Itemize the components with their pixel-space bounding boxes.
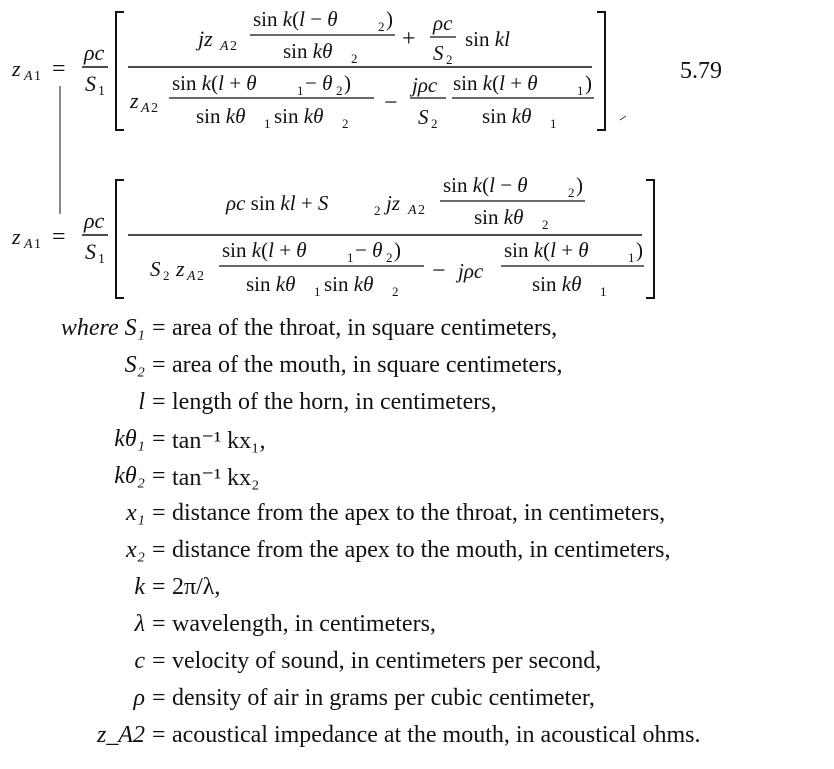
svg-text:1: 1 [98,84,105,99]
definition-text: tan⁻¹ kx₁, [172,428,266,454]
svg-text:S: S [150,257,161,281]
svg-text:z: z [12,224,21,249]
svg-text:ρc: ρc [84,40,105,65]
definition-symbol: x₁ [126,500,145,526]
definition-row [0,648,834,682]
equals-sign: = [152,315,166,341]
definition-text: length of the horn, in centimeters, [172,389,497,415]
svg-text:sin kθ: sin kθ [274,104,324,128]
svg-text:sin k(l + θ: sin k(l + θ [222,238,307,262]
definition-symbol: where S₁ [60,315,145,341]
svg-text:sin k(l + θ: sin k(l + θ [172,71,257,95]
definition-row [0,574,834,608]
svg-text:2: 2 [542,217,549,232]
svg-text:ρc: ρc [433,11,453,35]
svg-text:S: S [433,41,444,65]
definition-symbol: c [134,648,145,674]
svg-text:jρc: jρc [412,73,438,97]
svg-text:1: 1 [297,83,304,98]
svg-text:1: 1 [347,250,354,265]
equals-sign: = [152,722,166,748]
svg-text:+: + [402,26,416,52]
equals-sign: = [152,500,166,526]
definition-row [0,500,834,534]
svg-text:ρc sin kl + S: ρc sin kl + S [226,191,329,215]
svg-text:sin k(l − θ: sin k(l − θ [253,7,338,31]
svg-text:S: S [418,105,429,129]
svg-text:2: 2 [151,101,158,116]
svg-text:2: 2 [446,52,453,67]
svg-text:sin kθ: sin kθ [246,272,296,296]
svg-text:− θ: − θ [305,71,333,95]
equals-sign: = [152,685,166,711]
svg-text:jz: jz [198,26,213,51]
svg-text:1: 1 [600,284,607,299]
svg-text:A: A [24,69,33,84]
svg-text:2: 2 [336,83,343,98]
equation-5-79-second-form [0,170,834,310]
svg-text:2: 2 [351,51,358,66]
svg-text:2: 2 [342,116,349,131]
definition-symbol: k [134,574,145,600]
equals-sign: = [152,389,166,415]
definition-row [0,352,834,386]
svg-text:1: 1 [577,83,584,98]
svg-text:2: 2 [568,185,575,200]
svg-text:sin kθ: sin kθ [324,272,374,296]
definition-symbol: z_A2 [97,722,145,748]
svg-text:sin kθ: sin kθ [283,39,333,63]
definition-symbol: S₂ [124,352,145,378]
equals-sign: = [152,611,166,637]
svg-text:sin kθ: sin kθ [474,205,524,229]
svg-text:sin k(l − θ: sin k(l − θ [443,173,528,197]
svg-text:2: 2 [418,203,425,218]
svg-text:): ) [344,71,351,95]
equals-sign: = [152,574,166,600]
svg-text:2: 2 [230,39,237,54]
svg-text:=: = [52,224,66,250]
svg-text:−: − [384,90,398,116]
definition-text: density of air in grams per cubic centimeter, [172,685,595,711]
svg-text:2: 2 [163,268,170,283]
svg-text:sin kl: sin kl [465,27,510,51]
equation-5-79-first-form [0,0,834,140]
svg-text:S: S [85,239,96,264]
svg-text:2: 2 [197,269,204,284]
equals-sign: = [152,537,166,563]
definition-text: distance from the apex to the mouth, in centimeters, [172,537,671,563]
equals-sign: = [152,352,166,378]
svg-text:z: z [176,256,185,281]
definition-text: tan⁻¹ kx₂ [172,465,260,491]
svg-text:jz: jz [386,191,401,215]
definition-symbol: kθ₁ [114,426,145,452]
svg-text:): ) [585,71,592,95]
svg-text:): ) [386,7,393,31]
definition-row [0,685,834,719]
definition-symbol: λ [134,611,145,637]
svg-text:ρc: ρc [84,208,105,233]
svg-text:2: 2 [378,19,385,34]
svg-text:sin kθ: sin kθ [482,104,532,128]
svg-text:=: = [52,56,66,82]
svg-text:A: A [24,237,33,252]
definition-text: wavelength, in centimeters, [172,611,436,637]
definition-text: distance from the apex to the throat, in centimeters, [172,500,666,526]
definition-row [0,426,834,460]
definition-row [0,463,834,497]
definition-row [0,537,834,571]
definition-text: acoustical impedance at the mouth, in acoustical ohms. [172,722,701,748]
definition-text: area of the throat, in square centimeters, [172,315,558,341]
definition-row [0,722,834,756]
svg-text:sin kθ: sin kθ [196,104,246,128]
svg-text:): ) [636,238,643,262]
svg-text:− θ: − θ [355,238,383,262]
svg-text:1: 1 [34,69,41,84]
svg-text:): ) [394,238,401,262]
definition-symbol: l [138,389,145,415]
svg-text:2: 2 [431,116,438,131]
definition-text: velocity of sound, in centimeters per second, [172,648,602,674]
svg-text:jρc: jρc [458,259,484,283]
definition-symbol: kθ₂ [114,463,145,489]
svg-text:z: z [130,88,139,113]
equation-2-graphic [0,170,834,310]
definition-row [0,315,834,349]
definition-row [0,611,834,645]
svg-text:sin k(l + θ: sin k(l + θ [453,71,538,95]
svg-text:2: 2 [374,203,381,218]
definition-text: 2π/λ, [172,574,221,600]
definition-symbol: x₂ [126,537,145,563]
svg-text:A: A [408,203,417,218]
definition-text: area of the mouth, in square centimeters, [172,352,563,378]
svg-text:A: A [141,101,150,116]
svg-text:−: − [432,258,446,284]
svg-text:1: 1 [264,116,271,131]
svg-text:): ) [576,173,583,197]
svg-text:1: 1 [550,116,557,131]
equals-sign: = [152,426,166,452]
svg-text:sin kθ: sin kθ [532,272,582,296]
equation-number: 5.79 [680,58,722,84]
svg-text:A: A [220,39,229,54]
equals-sign: = [152,648,166,674]
svg-text:1: 1 [34,237,41,252]
svg-text:1: 1 [98,252,105,267]
definition-symbol: ρ [133,685,145,711]
equals-sign: = [152,463,166,489]
svg-text:1: 1 [628,250,635,265]
svg-text:S: S [85,71,96,96]
svg-text:z: z [12,56,21,81]
svg-text:A: A [187,269,196,284]
svg-text:2: 2 [386,250,393,265]
definition-row [0,389,834,423]
svg-text:sin k(l + θ: sin k(l + θ [504,238,589,262]
svg-text:1: 1 [314,284,321,299]
svg-text:2: 2 [392,284,399,299]
